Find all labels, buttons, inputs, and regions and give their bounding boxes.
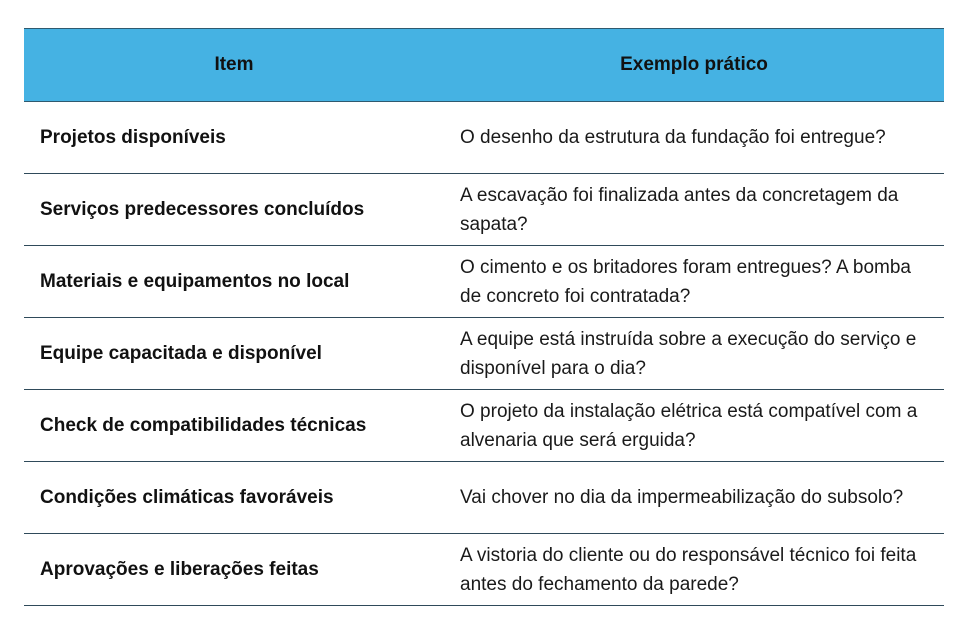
example-cell: A equipe está instruída sobre a execução do serviço e disponível para o dia?: [444, 318, 944, 390]
checklist-table-container: [24, 28, 944, 606]
example-cell: O desenho da estrutura da fundação foi entregue?: [444, 102, 944, 174]
checklist-table: [24, 28, 944, 606]
table-row: [24, 462, 944, 534]
header-example: Exemplo prático: [444, 29, 944, 102]
example-cell: O projeto da instalação elétrica está compatível com a alvenaria que será erguida?: [444, 390, 944, 462]
header-item: Item: [24, 29, 444, 102]
table-body: [24, 102, 944, 606]
item-cell: Projetos disponíveis: [24, 102, 444, 174]
header-row: [24, 29, 944, 102]
item-cell: Aprovações e liberações feitas: [24, 534, 444, 606]
table-row: [24, 318, 944, 390]
item-cell: Check de compatibilidades técnicas: [24, 390, 444, 462]
example-cell: A escavação foi finalizada antes da concretagem da sapata?: [444, 174, 944, 246]
item-cell: Materiais e equipamentos no local: [24, 246, 444, 318]
table-row: [24, 174, 944, 246]
table-header: [24, 29, 944, 102]
example-cell: O cimento e os britadores foram entregues? A bomba de concreto foi contratada?: [444, 246, 944, 318]
table-row: [24, 246, 944, 318]
example-cell: Vai chover no dia da impermeabilização do subsolo?: [444, 462, 944, 534]
table-row: [24, 534, 944, 606]
table-row: [24, 102, 944, 174]
example-cell: A vistoria do cliente ou do responsável técnico foi feita antes do fechamento da parede?: [444, 534, 944, 606]
item-cell: Equipe capacitada e disponível: [24, 318, 444, 390]
item-cell: Serviços predecessores concluídos: [24, 174, 444, 246]
table-row: [24, 390, 944, 462]
item-cell: Condições climáticas favoráveis: [24, 462, 444, 534]
